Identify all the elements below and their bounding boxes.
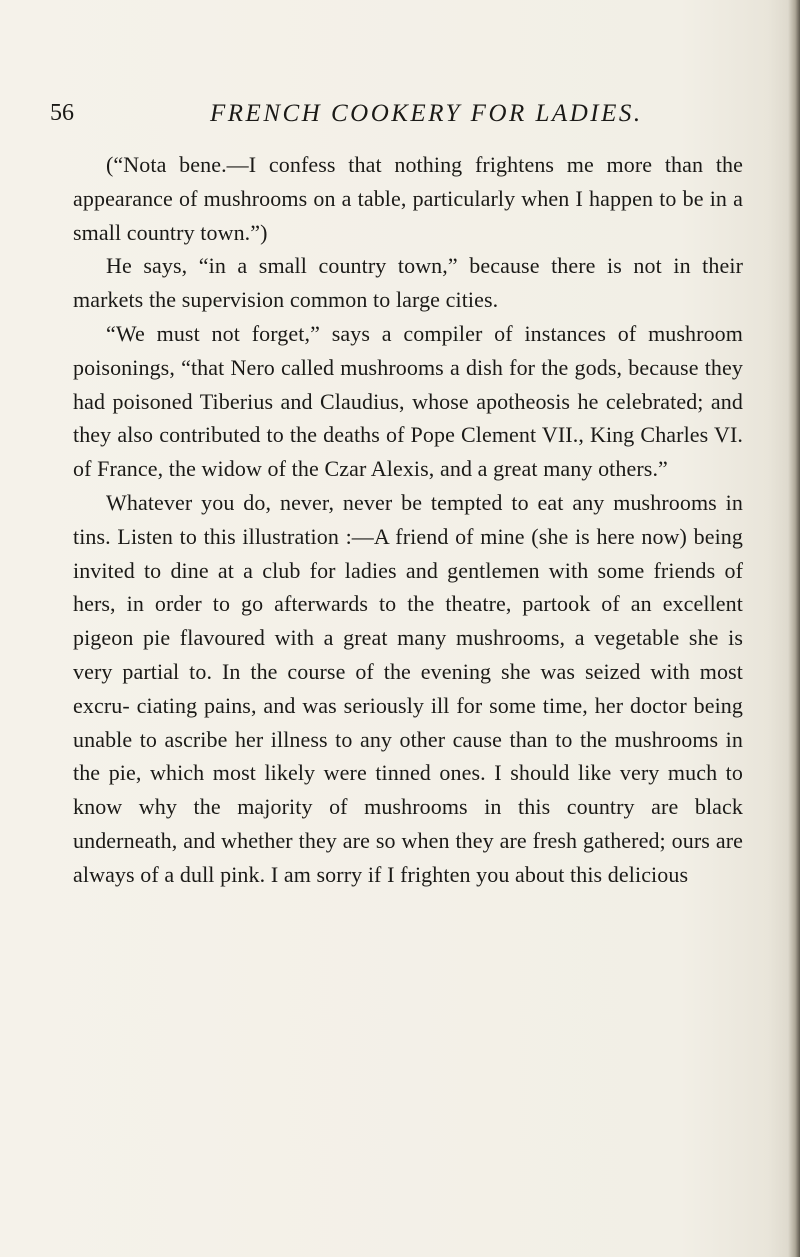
- paragraph-compiler-quote: “We must not forget,” says a compiler of instances of mushroom poisonings, “that Nero called mushrooms a dish for the gods, because they had poisoned Tiberius and Claudius, whose apotheosis he celebrated; and they also contributed to the deaths of Pope Clement VII., King Charles VI. of France, the widow of the Czar Alexis, and a great many others.”: [73, 320, 743, 482]
- page-number: 56: [50, 100, 74, 126]
- page-header: [50, 100, 750, 140]
- page-edge-shadow: [788, 0, 800, 1257]
- running-head: FRENCH COOKERY FOR LADIES.: [210, 100, 643, 127]
- paragraph-he-says: He says, “in a small country town,” because there is not in their markets the supervision common to large cities.: [73, 253, 743, 313]
- page-body: [73, 148, 743, 892]
- paragraph-whatever-you-do: Whatever you do, never, never be tempted to eat any mushrooms in tins. Listen to this illustration :—A friend of mine (she is here now) being invited to dine at a club for ladies and gentlemen with some friends of hers, in order to go afterwards to the theatre, partook of an excellent pigeon pie flavoured with a great many mushrooms, a vegetable she is very partial to. In the course of the evening she was seized with most excru- ciating pains, and was seriously ill for some time, her doctor being unable to ascribe her illness to any other cause than to the mushrooms in the pie, which most likely were tinned ones. I should like very much to know why the majority of mushrooms in this country are black underneath, and whether they are so when they are fresh gathered; ours are always of a dull pink. I am sorry if I frighten you about this delicious: [73, 489, 743, 887]
- paragraph-nota-bene: (“Nota bene.—I confess that nothing frightens me more than the appearance of mushrooms on a table, particularly when I happen to be in a small country town.”): [73, 152, 743, 245]
